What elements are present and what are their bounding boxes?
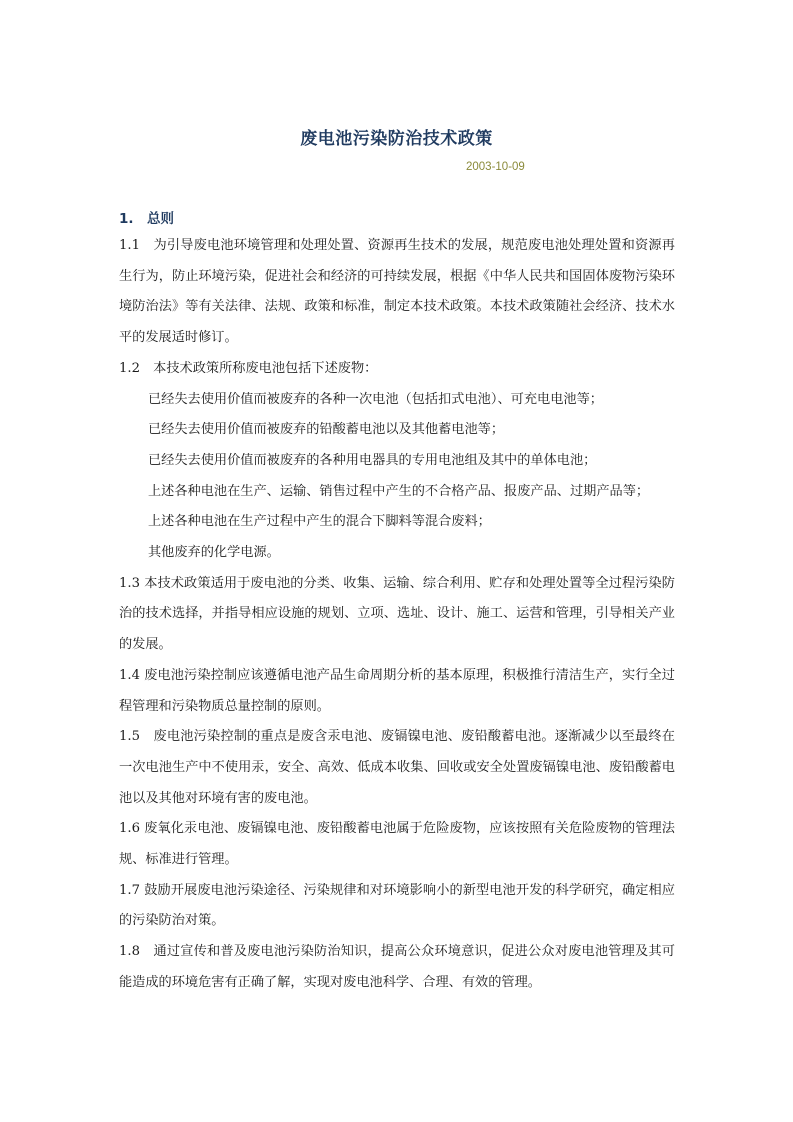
- list-item: 其他废弃的化学电源。: [148, 545, 280, 561]
- section-heading: [119, 207, 174, 227]
- section-title: 总则: [147, 211, 174, 227]
- paragraph-1-4: 1.4 废电池污染控制应该遵循电池产品生命周期分析的基本原理，积极推行清洁生产，实行全过程管理和污染物质总量控制的原则。: [119, 667, 675, 714]
- paragraph-1-6: 1.6 废氧化汞电池、废镉镍电池、废铅酸蓄电池属于危险废物，应该按照有关危险废物的管理法规、标准进行管理。: [119, 821, 675, 868]
- document-date: 2003-10-09: [466, 161, 525, 173]
- paragraph-1-7: 1.7 鼓励开展废电池污染途径、污染规律和对环境影响小的新型电池开发的科学研究，确定相应的污染防治对策。: [119, 882, 675, 929]
- document-body: [119, 231, 675, 999]
- list-item: 已经失去使用价值而被废弃的铅酸蓄电池以及其他蓄电池等；: [148, 422, 505, 438]
- list-item: 上述各种电池在生产过程中产生的混合下脚料等混合废料；: [148, 514, 491, 530]
- list-item: 上述各种电池在生产、运输、销售过程中产生的不合格产品、报废产品、过期产品等；: [148, 483, 650, 499]
- list-item: 已经失去使用价值而被废弃的各种一次电池（包括扣式电池）、可充电电池等；: [148, 391, 603, 407]
- paragraph-1-3: 1.3 本技术政策适用于废电池的分类、收集、运输、综合利用、贮存和处理处置等全过程污染防治的技术选择，并指导相应设施的规划、立项、选址、设计、施工、运营和管理，引导相关产业的发展。: [119, 575, 675, 653]
- section-number: 1.: [119, 211, 134, 227]
- list-item: 已经失去使用价值而被废弃的各种用电器具的专用电池组及其中的单体电池；: [148, 452, 597, 468]
- paragraph-1-5: 1.5 废电池污染控制的重点是废含汞电池、废镉镍电池、废铅酸蓄电池。逐渐减少以至最终在一次电池生产中不使用汞，安全、高效、低成本收集、回收或安全处置废镉镍电池、废铅酸蓄电池以及其他对环境有害的废电池。: [119, 729, 675, 806]
- paragraph-1-8: 1.8 通过宣传和普及废电池污染防治知识，提高公众环境意识，促进公众对废电池管理及其可能造成的环境危害有正确了解，实现对废电池科学、合理、有效的管理。: [119, 944, 675, 990]
- paragraph-1-1: 1.1 为引导废电池环境管理和处理处置、资源再生技术的发展，规范废电池处理处置和资源再生行为，防止环境污染，促进社会和经济的可持续发展，根据《中华人民共和国固体废物污染环境防治法》等有关法律、法规、政策和标准，制定本技术政策。本技术政策随社会经济、技术水平的发展适时修订。: [119, 238, 675, 346]
- paragraph-1-2: 1.2 本技术政策所称废电池包括下述废物：: [119, 360, 378, 376]
- document-title: 废电池污染防治技术政策: [300, 129, 493, 149]
